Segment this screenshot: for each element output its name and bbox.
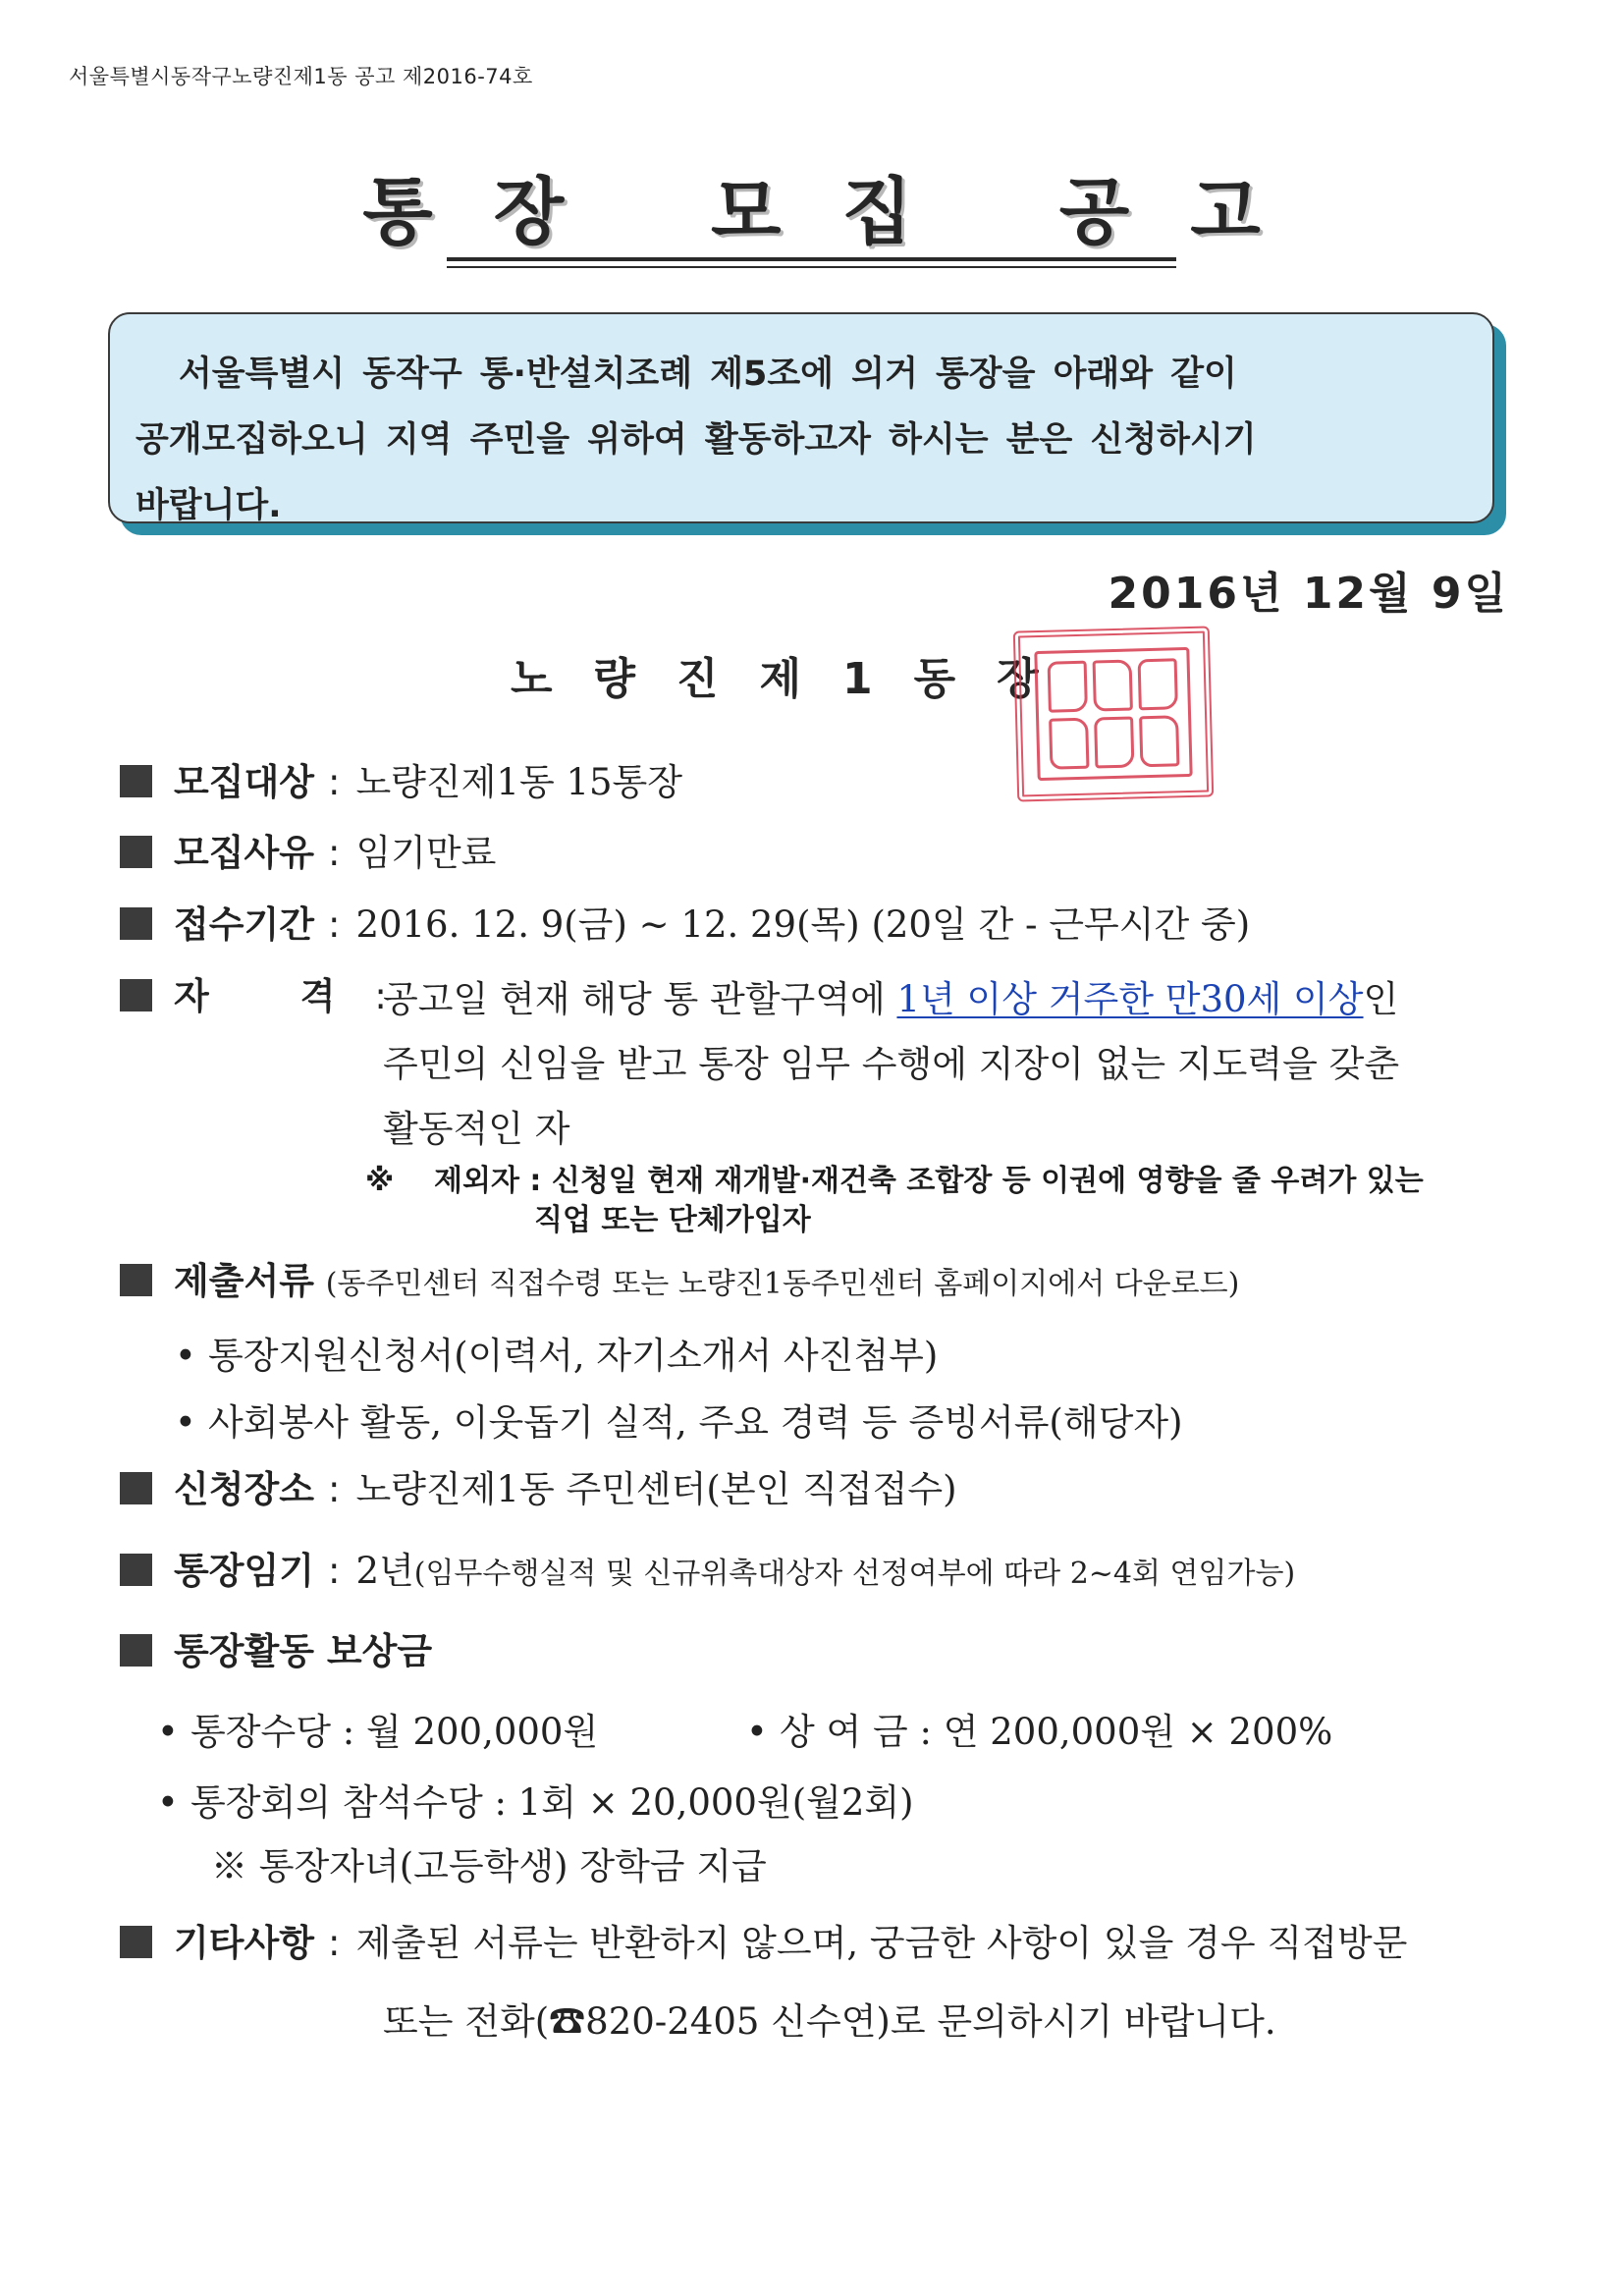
term-main: 2년: [355, 1550, 414, 1592]
list-item: [175, 1393, 1183, 1446]
qualification-text: [383, 967, 1399, 1162]
qualification-line-1: [383, 967, 1399, 1032]
section-value: 노량진제1동 15통장: [355, 761, 683, 803]
scholarship-note: ※ 통장자녀(고등학생) 장학금 지급: [211, 1845, 767, 1887]
section-value: 2016. 12. 9(금) ~ 12. 29(목) (20일 간 - 근무시간 중): [355, 903, 1251, 946]
seal-glyph: [1138, 658, 1178, 710]
square-bullet-icon: [120, 979, 152, 1011]
colon: :: [374, 975, 387, 1017]
section-place: [120, 1468, 957, 1511]
official-seal-stamp: [1013, 626, 1214, 801]
bullet-dot-icon: •: [157, 1781, 179, 1824]
square-bullet-icon: [120, 1472, 152, 1504]
section-reason: [120, 832, 496, 875]
section-label: 모집사유: [174, 832, 314, 874]
qualification-line-1-post: 인: [1363, 978, 1399, 1020]
square-bullet-icon: [120, 1264, 152, 1296]
qualification-line-3: 활동적인 자: [383, 1108, 570, 1150]
section-label: 통장임기: [174, 1550, 314, 1592]
square-bullet-icon: [120, 1926, 152, 1958]
bullet-dot-icon: •: [175, 1335, 196, 1377]
notice-number: 서울특별시동작구노량진제1동 공고 제2016-74호: [69, 65, 533, 88]
title-underline: [447, 257, 1176, 261]
section-target: [120, 761, 682, 804]
seal-glyph: [1139, 715, 1179, 767]
square-bullet-icon: [120, 765, 152, 797]
square-bullet-icon: [120, 836, 152, 868]
colon: :: [327, 761, 341, 803]
bullet-dot-icon: •: [157, 1711, 179, 1753]
section-label: 통장활동 보상금: [174, 1630, 433, 1672]
page-title: 통장 모집 공고: [362, 170, 1322, 254]
term-note: (임무수행실적 및 신규위촉대상자 선정여부에 따라 2~4회 연임가능): [413, 1557, 1296, 1591]
section-label: 모집대상: [174, 761, 314, 803]
notice-date: 2016년 12월 9일: [1108, 569, 1509, 619]
exclusion-line-1: [365, 1162, 1424, 1201]
colon: :: [327, 1468, 341, 1510]
seal-glyphs: [1045, 655, 1183, 773]
section-term: [120, 1550, 1295, 1593]
title-underline-thin: [447, 266, 1176, 268]
list-item: [157, 1773, 914, 1826]
other-line-1: 제출된 서류는 반환하지 않으며, 궁금한 사항이 있을 경우 직접방문: [355, 1922, 1408, 1964]
intro-line-1: 서울특별시 동작구 통·반설치조례 제5조에 의거 통장을 아래와 같이: [179, 355, 1237, 394]
section-period: [120, 903, 1250, 947]
title-block: [0, 170, 1623, 254]
qualification-line-1-pre: 공고일 현재 해당 통 관할구역에: [383, 978, 897, 1020]
intro-box: [108, 312, 1494, 523]
section-value: 노량진제1동 주민센터(본인 직접접수): [355, 1468, 957, 1510]
section-other: [120, 1922, 1407, 1965]
document-item-2: 사회봉사 활동, 이웃돕기 실적, 주요 경력 등 증빙서류(해당자): [208, 1401, 1183, 1444]
section-documents: [120, 1260, 1239, 1303]
bonus-text: 상 여 금 : 연 200,000원 × 200%: [780, 1711, 1333, 1753]
section-label: 기타사항: [174, 1922, 314, 1964]
colon: :: [327, 1922, 341, 1964]
exclusion-line-2: 직업 또는 단체가입자: [534, 1203, 811, 1237]
qualification-highlight: 1년 이상 거주한 만30세 이상: [896, 978, 1364, 1020]
square-bullet-icon: [120, 1634, 152, 1667]
bullet-dot-icon: •: [175, 1401, 196, 1444]
seal-glyph: [1048, 661, 1088, 713]
section-label: 접수기간: [174, 903, 314, 946]
exclusion-text-1: 신청일 현재 재개발·재건축 조합장 등 이권에 영향을 줄 우려가 있는: [551, 1164, 1424, 1198]
documents-note: (동주민센터 직접수령 또는 노량진1동주민센터 홈페이지에서 다운로드): [325, 1267, 1240, 1301]
section-label: 제출서류: [174, 1260, 314, 1302]
other-line-2: 또는 전화(☎820-2405 신수연)로 문의하시기 바랍니다.: [383, 2000, 1276, 2043]
document-item-1: 통장지원신청서(이력서, 자기소개서 사진첨부): [208, 1335, 939, 1377]
seal-glyph: [1093, 659, 1133, 711]
section-qualification: [120, 975, 403, 1018]
section-value: 임기만료: [355, 832, 497, 874]
bullet-dot-icon: •: [746, 1711, 768, 1753]
colon: :: [327, 832, 341, 874]
exclusion-note: [365, 1162, 1424, 1240]
section-label: 자 격: [174, 975, 375, 1017]
issuer-block: [511, 643, 1080, 706]
list-item: [175, 1326, 938, 1379]
seal-glyph: [1094, 716, 1134, 768]
reference-mark: ※: [365, 1164, 395, 1198]
qualification-line-2: 주민의 신임을 받고 통장 임무 수행에 지장이 없는 지도력을 갖춘: [383, 1043, 1400, 1085]
exclusion-label: 제외자 :: [434, 1164, 542, 1198]
colon: :: [327, 903, 341, 946]
colon: :: [327, 1550, 341, 1592]
intro-line-2: 공개모집하오니 지역 주민을 위하여 활동하고자 하시는 분은 신청하시기: [135, 420, 1257, 460]
square-bullet-icon: [120, 1554, 152, 1586]
square-bullet-icon: [120, 907, 152, 940]
intro-line-3: 바랍니다.: [135, 486, 282, 525]
list-item: [746, 1702, 1332, 1755]
meeting-allowance-text: 통장회의 참석수당 : 1회 × 20,000원(월2회): [190, 1781, 914, 1824]
issuer-name: 노량진제1동장: [511, 654, 1080, 704]
allowance-text: 통장수당 : 월 200,000원: [190, 1711, 599, 1753]
list-item: [157, 1702, 598, 1755]
section-label: 신청장소: [174, 1468, 314, 1510]
section-compensation: [120, 1630, 432, 1673]
seal-glyph: [1049, 718, 1089, 770]
